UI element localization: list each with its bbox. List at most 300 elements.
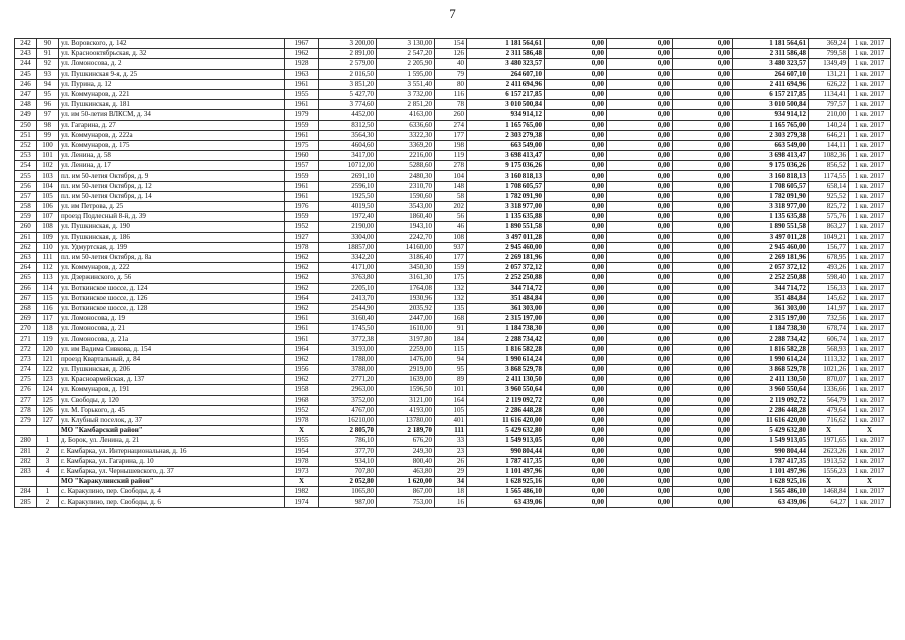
table-cell: 1974 (285, 497, 319, 507)
table-cell: 1975 (285, 140, 319, 150)
table-cell: 1 101 497,96 (467, 466, 545, 476)
table-cell: 1596,50 (377, 385, 435, 395)
table-cell: 0,00 (607, 263, 673, 273)
table-cell: 135 (435, 303, 467, 313)
table-cell: 266 (15, 283, 37, 293)
table-cell: 1468,84 (809, 487, 849, 497)
table-cell: 9 175 036,26 (733, 161, 809, 171)
table-cell: 663 549,00 (467, 140, 545, 150)
table-cell: 1 кв. 2017 (849, 334, 891, 344)
table-cell: 0,00 (673, 426, 733, 436)
table-cell: 164 (435, 395, 467, 405)
table-cell (15, 477, 37, 487)
table-cell: X (809, 477, 849, 487)
table-cell: 2480,30 (377, 171, 435, 181)
table-cell: 0,00 (673, 202, 733, 212)
table-cell: 0,00 (673, 334, 733, 344)
table-cell: 63 439,06 (733, 497, 809, 507)
table-cell: 361 303,00 (733, 303, 809, 313)
table-cell: 2310,70 (377, 181, 435, 191)
table-cell: 2 286 448,28 (733, 405, 809, 415)
table-cell: 6 157 217,85 (733, 89, 809, 99)
table-cell: 1958 (285, 385, 319, 395)
table-cell: 1 708 605,57 (467, 181, 545, 191)
table-cell: 98 (37, 120, 59, 130)
table-cell: 273 (15, 354, 37, 364)
table-cell: 0,00 (607, 334, 673, 344)
table-cell: 3564,30 (319, 130, 377, 140)
table-cell: 934 914,12 (733, 110, 809, 120)
table-cell: ул. Краснооктябрьская, д. 32 (59, 49, 285, 59)
table-row (15, 293, 891, 303)
table-cell: 4019,50 (319, 202, 377, 212)
table-cell: 0,00 (545, 110, 607, 120)
table-cell: 177 (435, 252, 467, 262)
table-cell: 2190,00 (319, 222, 377, 232)
table-row (15, 375, 891, 385)
table-cell: ул. Ломоносова, д. 2 (59, 59, 285, 69)
table-row (15, 344, 891, 354)
table-row (15, 161, 891, 171)
table-row (15, 436, 891, 446)
table-cell: 0,00 (545, 487, 607, 497)
table-cell: 46 (435, 222, 467, 232)
table-cell: 0,00 (673, 161, 733, 171)
table-cell: 867,00 (377, 487, 435, 497)
table-cell: 1 184 738,30 (467, 324, 545, 334)
table-cell: 0,00 (673, 354, 733, 364)
table-cell: 277 (15, 395, 37, 405)
table-cell: 1962 (285, 273, 319, 283)
table-cell: ул. Пушкинская, д. 190 (59, 222, 285, 232)
table-cell: 0,00 (545, 293, 607, 303)
table-cell: ул. Воткинское шоссе, д. 126 (59, 293, 285, 303)
table-cell: 92 (37, 59, 59, 69)
table-cell: 0,00 (607, 181, 673, 191)
table-cell: 104 (37, 181, 59, 191)
table-cell: 252 (15, 140, 37, 150)
table-cell: 3 698 413,47 (733, 151, 809, 161)
table-cell: проезд Квартальный, д. 84 (59, 354, 285, 364)
table-cell: ул. им Петрова, д. 25 (59, 202, 285, 212)
table-cell: 1 кв. 2017 (849, 120, 891, 130)
table-cell: 799,58 (809, 49, 849, 59)
table-cell: 3 960 550,64 (467, 385, 545, 395)
table-cell: 40 (435, 59, 467, 69)
table-cell: 3342,20 (319, 252, 377, 262)
table-cell: 4171,00 (319, 263, 377, 273)
table-cell: 3772,38 (319, 334, 377, 344)
table-cell: 2 303 279,38 (467, 130, 545, 140)
table-cell: 112 (37, 263, 59, 273)
table-cell: ул. Коммунаров, д. 222 (59, 263, 285, 273)
table-cell: 2596,10 (319, 181, 377, 191)
table-cell: 1 135 635,88 (733, 212, 809, 222)
table-cell: ул. Коммунаров, д. 221 (59, 89, 285, 99)
table-cell: 0,00 (673, 395, 733, 405)
table-cell: г. Камбарка, ул. Чернышевского, д. 37 (59, 466, 285, 476)
table-cell: 120 (37, 344, 59, 354)
table-cell: 0,00 (607, 375, 673, 385)
table-cell: 1349,49 (809, 59, 849, 69)
table-cell: 265 (15, 273, 37, 283)
table-cell: 0,00 (607, 39, 673, 49)
table-cell: 122 (37, 365, 59, 375)
table-cell: 1021,26 (809, 365, 849, 375)
table-cell: 0,00 (545, 49, 607, 59)
table-cell: 575,76 (809, 212, 849, 222)
table-cell: 261 (15, 232, 37, 242)
table-cell: 0,00 (545, 100, 607, 110)
table-cell: 2035,92 (377, 303, 435, 313)
table-cell: 1 кв. 2017 (849, 375, 891, 385)
table-cell: 0,00 (545, 252, 607, 262)
table-cell: 2 189,70 (377, 426, 435, 436)
table-cell: 0,00 (545, 415, 607, 425)
table-cell: 2413,70 (319, 293, 377, 303)
table-cell: 1 787 417,35 (733, 456, 809, 466)
table-cell: 825,72 (809, 202, 849, 212)
table-cell: 3752,00 (319, 395, 377, 405)
table-cell: 269 (15, 314, 37, 324)
table-cell: 0,00 (607, 110, 673, 120)
table-cell: ул. им 50-летия ВЛКСМ, д. 34 (59, 110, 285, 120)
table-cell: 2 945 460,00 (733, 242, 809, 252)
table-cell: 753,00 (377, 497, 435, 507)
table-cell: 280 (15, 436, 37, 446)
table-body (15, 39, 891, 508)
table-cell: 110 (37, 242, 59, 252)
table-cell: 1955 (285, 436, 319, 446)
table-cell: 94 (37, 79, 59, 89)
table-cell: 1961 (285, 314, 319, 324)
table-cell: 786,10 (319, 436, 377, 446)
table-cell: 58 (435, 191, 467, 201)
table-cell: 0,00 (673, 324, 733, 334)
table-cell: 1 628 925,16 (467, 477, 545, 487)
table-cell: 0,00 (673, 436, 733, 446)
table-cell: 11 616 420,00 (733, 415, 809, 425)
table-cell: 0,00 (545, 130, 607, 140)
table-cell: 278 (435, 161, 467, 171)
table-cell: 0,00 (607, 446, 673, 456)
table-cell: 0,00 (673, 130, 733, 140)
table-cell: пл. им 50-летия Октября, д. 8а (59, 252, 285, 262)
table-cell: 361 303,00 (467, 303, 545, 313)
table-cell: 1 кв. 2017 (849, 324, 891, 334)
table-cell: 707,80 (319, 466, 377, 476)
table-cell: 3121,00 (377, 395, 435, 405)
table-cell: 401 (435, 415, 467, 425)
table-cell: 369,24 (809, 39, 849, 49)
table-cell: 3 200,00 (319, 39, 377, 49)
table-cell: 1 816 582,28 (733, 344, 809, 354)
table-row (15, 140, 891, 150)
table-cell: 990 804,44 (733, 446, 809, 456)
table-cell: 1 628 925,16 (733, 477, 809, 487)
table-cell: МО "Каракулинский район" (59, 477, 285, 487)
table-cell: 253 (15, 151, 37, 161)
table-cell: ул. Свободы, д. 120 (59, 395, 285, 405)
table-cell: 0,00 (673, 69, 733, 79)
table-cell: 1971,65 (809, 436, 849, 446)
page-number: 7 (449, 6, 456, 21)
table-cell: 1963 (285, 69, 319, 79)
table-cell: 0,00 (673, 273, 733, 283)
table-cell: 658,14 (809, 181, 849, 191)
table-cell: 3161,30 (377, 273, 435, 283)
table-cell: 1174,55 (809, 171, 849, 181)
table-cell: 2 (37, 446, 59, 456)
table-cell: 1 кв. 2017 (849, 273, 891, 283)
table-cell: 2 547,20 (377, 49, 435, 59)
table-cell: 267 (15, 293, 37, 303)
table-cell: 1 кв. 2017 (849, 436, 891, 446)
table-cell: 1 кв. 2017 (849, 202, 891, 212)
table-cell: 1 кв. 2017 (849, 252, 891, 262)
table-cell: 2 303 279,38 (733, 130, 809, 140)
table-cell: 0,00 (545, 89, 607, 99)
table-cell: 156,77 (809, 242, 849, 252)
table-cell: 1962 (285, 283, 319, 293)
table-cell: 2 057 372,12 (733, 263, 809, 273)
table-cell: 0,00 (673, 446, 733, 456)
table-cell: 1 165 765,00 (733, 120, 809, 130)
table-cell: 2 252 250,88 (733, 273, 809, 283)
table-cell: 0,00 (607, 283, 673, 293)
table-row (15, 395, 891, 405)
table-cell: 119 (37, 334, 59, 344)
table-cell: 123 (37, 375, 59, 385)
table-cell: 4604,60 (319, 140, 377, 150)
table-cell: 3186,40 (377, 252, 435, 262)
table-cell: 863,27 (809, 222, 849, 232)
table-cell: 934 914,12 (467, 110, 545, 120)
table-cell: 13780,00 (377, 415, 435, 425)
table-cell: 14160,00 (377, 242, 435, 252)
table-cell: 0,00 (545, 303, 607, 313)
table-cell: 115 (435, 344, 467, 354)
table-cell: X (285, 426, 319, 436)
table-cell: 1954 (285, 446, 319, 456)
table-cell: 125 (37, 395, 59, 405)
table-cell: 676,20 (377, 436, 435, 446)
table-cell: 870,07 (809, 375, 849, 385)
table-cell: 1962 (285, 263, 319, 273)
table-row (15, 202, 891, 212)
table-cell: 64,27 (809, 497, 849, 507)
table-cell: 2691,10 (319, 171, 377, 181)
table-cell: 107 (37, 212, 59, 222)
table-row (15, 487, 891, 497)
table-cell: 987,00 (319, 497, 377, 507)
table-cell: 114 (37, 283, 59, 293)
table-cell: 3 160 818,13 (733, 171, 809, 181)
table-row (15, 263, 891, 273)
table-cell: 1 кв. 2017 (849, 395, 891, 405)
table-cell: 0,00 (607, 69, 673, 79)
table-cell: 16210,00 (319, 415, 377, 425)
table-cell: 0,00 (545, 212, 607, 222)
table-cell: 177 (435, 130, 467, 140)
table-cell: 1927 (285, 232, 319, 242)
table-cell: 3 698 413,47 (467, 151, 545, 161)
table-cell: 250 (15, 120, 37, 130)
table-cell: 274 (15, 365, 37, 375)
table-cell: 797,57 (809, 100, 849, 110)
table-cell: 156,33 (809, 283, 849, 293)
table-cell: 0,00 (545, 334, 607, 344)
table-cell: 0,00 (545, 426, 607, 436)
table-cell: 3 010 500,84 (733, 100, 809, 110)
table-cell: 0,00 (673, 100, 733, 110)
table-row (15, 324, 891, 334)
table-cell: 2 119 092,72 (733, 395, 809, 405)
table-cell: 148 (435, 181, 467, 191)
table-cell: 116 (37, 303, 59, 313)
table-cell: 96 (37, 100, 59, 110)
table-cell: 0,00 (545, 191, 607, 201)
table-cell: 0,00 (607, 161, 673, 171)
table-cell: 95 (435, 365, 467, 375)
table-cell: 1 кв. 2017 (849, 161, 891, 171)
table-cell: 1476,00 (377, 354, 435, 364)
table-cell: 0,00 (607, 120, 673, 130)
table-cell: 2 288 734,42 (467, 334, 545, 344)
table-row (15, 39, 891, 49)
table-cell: 606,74 (809, 334, 849, 344)
table-cell: 103 (37, 171, 59, 181)
table-cell: 0,00 (545, 324, 607, 334)
table-row (15, 466, 891, 476)
table-cell: 0,00 (607, 344, 673, 354)
table-cell: 1 181 564,61 (467, 39, 545, 49)
table-cell: 1 кв. 2017 (849, 354, 891, 364)
table-row (15, 59, 891, 69)
table-cell: ул. Воткинское шоссе, д. 124 (59, 283, 285, 293)
table-cell: 94 (435, 354, 467, 364)
table-cell: 1113,32 (809, 354, 849, 364)
table-cell: 0,00 (545, 283, 607, 293)
table-cell: 97 (37, 110, 59, 120)
table-cell: 272 (15, 344, 37, 354)
table-cell: 0,00 (673, 181, 733, 191)
table-cell: пл. им 50-летия Октября, д. 14 (59, 191, 285, 201)
table-cell: 264 607,10 (733, 69, 809, 79)
table-cell: 251 (15, 130, 37, 140)
table-cell: 0,00 (545, 39, 607, 49)
table-cell: 0,00 (673, 140, 733, 150)
table-cell: 1913,52 (809, 456, 849, 466)
table-cell: 1 кв. 2017 (849, 89, 891, 99)
table-cell: 3543,00 (377, 202, 435, 212)
table-cell: 1973 (285, 466, 319, 476)
table-cell: МО "Камбарский район" (59, 426, 285, 436)
table-cell: 276 (15, 385, 37, 395)
table-cell: 78 (435, 100, 467, 110)
table-row (15, 49, 891, 59)
table-cell: 4193,00 (377, 405, 435, 415)
table-cell: 0,00 (607, 222, 673, 232)
table-cell: 0,00 (545, 222, 607, 232)
table-cell: 0,00 (673, 456, 733, 466)
table-cell: ул. Ломоносова, д. 19 (59, 314, 285, 324)
table-cell: 284 (15, 487, 37, 497)
table-cell: 270 (15, 324, 37, 334)
table-cell: 247 (15, 89, 37, 99)
table-cell: 1925,50 (319, 191, 377, 201)
table-cell: 598,40 (809, 273, 849, 283)
table-cell: 0,00 (607, 49, 673, 59)
table-cell: 260 (435, 110, 467, 120)
table-row (15, 303, 891, 313)
table-cell: 0,00 (545, 456, 607, 466)
table-cell: 1 кв. 2017 (849, 59, 891, 69)
table-cell: 1590,60 (377, 191, 435, 201)
table-cell: 0,00 (673, 191, 733, 201)
table-cell: 4452,00 (319, 110, 377, 120)
table-cell: 0,00 (607, 100, 673, 110)
table-cell: 479,64 (809, 405, 849, 415)
table-cell: 1 (37, 436, 59, 446)
table-cell: 1 (37, 487, 59, 497)
table-cell: 1 787 417,35 (467, 456, 545, 466)
table-row (15, 334, 891, 344)
table-cell: 1962 (285, 354, 319, 364)
table-cell: 18 (435, 487, 467, 497)
table-row (15, 171, 891, 181)
table-cell: 5 429 632,80 (733, 426, 809, 436)
table-cell: 3 960 550,64 (733, 385, 809, 395)
table-cell: 1 708 605,57 (733, 181, 809, 191)
table-cell: 1 кв. 2017 (849, 456, 891, 466)
table-cell: 934,10 (319, 456, 377, 466)
table-row (15, 120, 891, 130)
table-cell: 109 (37, 232, 59, 242)
table-cell: 564,79 (809, 395, 849, 405)
table-row (15, 89, 891, 99)
table-cell: 0,00 (673, 151, 733, 161)
table-cell: 1959 (285, 212, 319, 222)
table-row (15, 222, 891, 232)
table-cell: г. Камбарка, ул. Интернациональная, д. 16 (59, 446, 285, 456)
table-cell: 1 кв. 2017 (849, 415, 891, 425)
table-cell: 1962 (285, 303, 319, 313)
table-cell: 0,00 (545, 69, 607, 79)
table-cell: 2 411 694,96 (467, 79, 545, 89)
table-cell: 2 052,80 (319, 477, 377, 487)
table-cell: 1960 (285, 151, 319, 161)
table-cell: 275 (15, 375, 37, 385)
table-cell: 0,00 (545, 242, 607, 252)
table-cell: 3 851,20 (319, 79, 377, 89)
table-cell: 4767,00 (319, 405, 377, 415)
table-cell: 0,00 (673, 263, 733, 273)
table-cell: 9 175 036,26 (467, 161, 545, 171)
table-cell: ул. Удмуртская, д. 199 (59, 242, 285, 252)
table-cell: 3 868 529,78 (467, 365, 545, 375)
table-cell: 0,00 (607, 466, 673, 476)
table-cell: 256 (15, 181, 37, 191)
table-cell: 800,40 (377, 456, 435, 466)
table-cell: 1 595,00 (377, 69, 435, 79)
table-cell: ул. Пушкинская 9-я, д. 25 (59, 69, 285, 79)
table-cell: 3369,20 (377, 140, 435, 150)
table-cell: 0,00 (545, 232, 607, 242)
table-cell: 262 (15, 242, 37, 252)
table-cell: 249 (15, 110, 37, 120)
table-cell: 141,97 (809, 303, 849, 313)
